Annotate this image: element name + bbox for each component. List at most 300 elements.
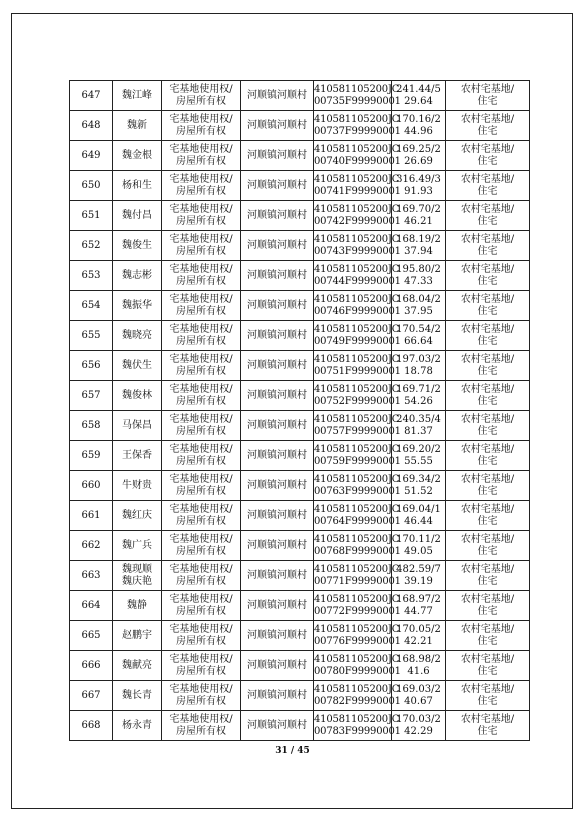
owner-name-line: 魏现顺 bbox=[122, 563, 152, 575]
area-line: 241.44/5 bbox=[396, 83, 441, 95]
land-use-line: 住宅 bbox=[477, 335, 498, 347]
table-row bbox=[70, 441, 530, 471]
owner-name-line: 马保昌 bbox=[122, 419, 152, 431]
parcel-code-line: 00746F99990001 bbox=[314, 305, 401, 317]
location-cell: 河顺镇河顺村 bbox=[241, 441, 314, 471]
right-type-line: 房屋所有权 bbox=[176, 455, 226, 467]
land-use-cell bbox=[446, 291, 530, 321]
record-number-cell: 659 bbox=[70, 441, 113, 471]
record-number-cell: 658 bbox=[70, 411, 113, 441]
area-line: 316.49/3 bbox=[396, 173, 441, 185]
table-row bbox=[70, 321, 530, 351]
parcel-code-line: 00751F99990001 bbox=[314, 365, 401, 377]
land-use-cell bbox=[446, 711, 530, 741]
area-line: 195.80/2 bbox=[396, 263, 441, 275]
record-number-cell: 648 bbox=[70, 111, 113, 141]
land-use-line: 农村宅基地/ bbox=[460, 173, 515, 185]
land-use-line: 农村宅基地/ bbox=[460, 683, 515, 695]
land-use-cell bbox=[446, 171, 530, 201]
parcel-code-line: 410581105200JC bbox=[314, 173, 400, 185]
location-cell: 河顺镇河顺村 bbox=[241, 351, 314, 381]
land-use-line: 农村宅基地/ bbox=[460, 413, 515, 425]
land-use-line: 农村宅基地/ bbox=[460, 563, 515, 575]
parcel-code-line: 00742F99990001 bbox=[314, 215, 401, 227]
area-line: 37.95 bbox=[404, 305, 433, 317]
right-type-line: 房屋所有权 bbox=[176, 185, 226, 197]
owner-name-line: 魏广兵 bbox=[122, 539, 152, 551]
area-line: 169.20/2 bbox=[396, 443, 441, 455]
area-line: 42.21 bbox=[404, 635, 433, 647]
area-line: 169.25/2 bbox=[396, 143, 441, 155]
right-type-cell bbox=[162, 531, 241, 561]
right-type-cell bbox=[162, 171, 241, 201]
table-row bbox=[70, 111, 530, 141]
parcel-code-line: 00759F99990001 bbox=[314, 455, 401, 467]
area-line: 170.05/2 bbox=[396, 623, 441, 635]
record-number-cell: 654 bbox=[70, 291, 113, 321]
area-line: 169.03/2 bbox=[396, 683, 441, 695]
parcel-code-cell bbox=[314, 141, 401, 171]
owner-name-line: 牛财贵 bbox=[122, 479, 152, 491]
area-line: 168.97/2 bbox=[396, 593, 441, 605]
parcel-code-line: 410581105200JC bbox=[314, 203, 400, 215]
land-use-cell bbox=[446, 351, 530, 381]
location-cell: 河顺镇河顺村 bbox=[241, 411, 314, 441]
land-use-cell bbox=[446, 201, 530, 231]
owner-name-line: 魏晓亮 bbox=[122, 329, 152, 341]
right-type-line: 宅基地使用权/ bbox=[169, 563, 233, 575]
owner-name-cell bbox=[113, 711, 162, 741]
right-type-cell bbox=[162, 231, 241, 261]
right-type-line: 宅基地使用权/ bbox=[169, 593, 233, 605]
table-row bbox=[70, 351, 530, 381]
table-row bbox=[70, 681, 530, 711]
parcel-code-line: 00772F99990001 bbox=[314, 605, 401, 617]
parcel-code-cell bbox=[314, 591, 401, 621]
land-use-line: 住宅 bbox=[477, 545, 498, 557]
parcel-code-line: 00740F99990001 bbox=[314, 155, 401, 167]
parcel-code-line: 00752F99990001 bbox=[314, 395, 401, 407]
land-use-line: 农村宅基地/ bbox=[460, 503, 515, 515]
area-line: 44.77 bbox=[404, 605, 433, 617]
right-type-cell bbox=[162, 291, 241, 321]
area-line: 81.37 bbox=[404, 425, 433, 437]
land-use-line: 农村宅基地/ bbox=[460, 443, 515, 455]
right-type-cell bbox=[162, 261, 241, 291]
parcel-code-line: 410581105200JC bbox=[314, 623, 400, 635]
parcel-code-cell bbox=[314, 171, 401, 201]
table-row bbox=[70, 141, 530, 171]
record-number-cell: 656 bbox=[70, 351, 113, 381]
area-line: 170.16/2 bbox=[396, 113, 441, 125]
table-row bbox=[70, 81, 530, 111]
land-use-line: 住宅 bbox=[477, 425, 498, 437]
land-use-line: 农村宅基地/ bbox=[460, 593, 515, 605]
table-row bbox=[70, 471, 530, 501]
land-use-cell bbox=[446, 261, 530, 291]
parcel-code-cell bbox=[314, 231, 401, 261]
land-use-line: 住宅 bbox=[477, 245, 498, 257]
owner-name-cell bbox=[113, 111, 162, 141]
owner-name-cell bbox=[113, 651, 162, 681]
table-row bbox=[70, 591, 530, 621]
location-cell: 河顺镇河顺村 bbox=[241, 591, 314, 621]
table-row bbox=[70, 261, 530, 291]
parcel-code-cell bbox=[314, 651, 401, 681]
table-row bbox=[70, 381, 530, 411]
land-use-line: 住宅 bbox=[477, 695, 498, 707]
parcel-code-line: 00744F99990001 bbox=[314, 275, 401, 287]
land-use-cell bbox=[446, 381, 530, 411]
parcel-code-line: 00783F99990001 bbox=[314, 725, 401, 737]
right-type-cell bbox=[162, 351, 241, 381]
location-cell: 河顺镇河顺村 bbox=[241, 621, 314, 651]
record-number-cell: 663 bbox=[70, 561, 113, 591]
area-line: 46.44 bbox=[404, 515, 433, 527]
right-type-cell bbox=[162, 441, 241, 471]
parcel-code-line: 00771F99990001 bbox=[314, 575, 401, 587]
record-number-cell: 651 bbox=[70, 201, 113, 231]
area-line: 168.98/2 bbox=[396, 653, 441, 665]
land-use-line: 农村宅基地/ bbox=[460, 473, 515, 485]
parcel-code-cell bbox=[314, 681, 401, 711]
right-type-line: 房屋所有权 bbox=[176, 545, 226, 557]
owner-name-line: 魏俊林 bbox=[122, 389, 152, 401]
owner-name-cell bbox=[113, 201, 162, 231]
record-number-cell: 661 bbox=[70, 501, 113, 531]
land-use-cell bbox=[446, 111, 530, 141]
parcel-code-line: 00776F99990001 bbox=[314, 635, 401, 647]
parcel-code-line: 410581105200JC bbox=[314, 443, 400, 455]
location-cell: 河顺镇河顺村 bbox=[241, 561, 314, 591]
record-number-cell: 667 bbox=[70, 681, 113, 711]
right-type-line: 房屋所有权 bbox=[176, 695, 226, 707]
record-number-cell: 649 bbox=[70, 141, 113, 171]
parcel-code-cell bbox=[314, 471, 401, 501]
land-use-line: 住宅 bbox=[477, 725, 498, 737]
area-line: 41.6 bbox=[407, 665, 430, 677]
parcel-code-line: 00763F99990001 bbox=[314, 485, 401, 497]
record-number-cell: 657 bbox=[70, 381, 113, 411]
parcel-code-cell bbox=[314, 501, 401, 531]
right-type-line: 房屋所有权 bbox=[176, 305, 226, 317]
area-line: 168.04/2 bbox=[396, 293, 441, 305]
parcel-code-cell bbox=[314, 561, 401, 591]
table-row bbox=[70, 291, 530, 321]
record-number-cell: 650 bbox=[70, 171, 113, 201]
location-cell: 河顺镇河顺村 bbox=[241, 711, 314, 741]
right-type-line: 房屋所有权 bbox=[176, 155, 226, 167]
right-type-cell bbox=[162, 111, 241, 141]
owner-name-cell bbox=[113, 531, 162, 561]
parcel-code-line: 410581105200JC bbox=[314, 563, 400, 575]
land-use-line: 农村宅基地/ bbox=[460, 653, 515, 665]
right-type-line: 宅基地使用权/ bbox=[169, 233, 233, 245]
right-type-cell bbox=[162, 501, 241, 531]
owner-name-cell bbox=[113, 471, 162, 501]
owner-name-cell bbox=[113, 561, 162, 591]
owner-name-line: 魏伏生 bbox=[122, 359, 152, 371]
parcel-code-cell bbox=[314, 111, 401, 141]
land-use-cell bbox=[446, 621, 530, 651]
right-type-line: 宅基地使用权/ bbox=[169, 413, 233, 425]
owner-name-line: 杨永青 bbox=[122, 719, 152, 731]
parcel-code-line: 410581105200JC bbox=[314, 503, 400, 515]
parcel-code-line: 00737F99990001 bbox=[314, 125, 401, 137]
location-cell: 河顺镇河顺村 bbox=[241, 111, 314, 141]
record-number-cell: 665 bbox=[70, 621, 113, 651]
land-use-line: 住宅 bbox=[477, 275, 498, 287]
land-use-line: 住宅 bbox=[477, 665, 498, 677]
right-type-line: 房屋所有权 bbox=[176, 575, 226, 587]
land-use-cell bbox=[446, 561, 530, 591]
right-type-line: 宅基地使用权/ bbox=[169, 113, 233, 125]
owner-name-cell bbox=[113, 621, 162, 651]
land-use-cell bbox=[446, 81, 530, 111]
owner-name-line: 魏献亮 bbox=[122, 659, 152, 671]
parcel-code-cell bbox=[314, 261, 401, 291]
record-number-cell: 660 bbox=[70, 471, 113, 501]
land-use-line: 农村宅基地/ bbox=[460, 383, 515, 395]
parcel-code-line: 00741F99990001 bbox=[314, 185, 401, 197]
owner-name-line: 魏金根 bbox=[122, 149, 152, 161]
parcel-code-line: 410581105200JC bbox=[314, 473, 400, 485]
right-type-line: 房屋所有权 bbox=[176, 485, 226, 497]
location-cell: 河顺镇河顺村 bbox=[241, 171, 314, 201]
right-type-line: 宅基地使用权/ bbox=[169, 683, 233, 695]
parcel-code-line: 410581105200JC bbox=[314, 113, 400, 125]
area-line: 39.19 bbox=[404, 575, 433, 587]
location-cell: 河顺镇河顺村 bbox=[241, 291, 314, 321]
owner-name-cell bbox=[113, 441, 162, 471]
parcel-code-cell bbox=[314, 81, 401, 111]
area-line: 54.26 bbox=[404, 395, 433, 407]
table-body bbox=[70, 81, 530, 741]
area-line: 170.11/2 bbox=[396, 533, 441, 545]
right-type-line: 房屋所有权 bbox=[176, 125, 226, 137]
right-type-line: 宅基地使用权/ bbox=[169, 293, 233, 305]
area-line: 482.59/7 bbox=[396, 563, 441, 575]
area-line: 91.93 bbox=[404, 185, 433, 197]
area-line: 66.64 bbox=[404, 335, 433, 347]
parcel-code-line: 410581105200JC bbox=[314, 263, 400, 275]
owner-name-cell bbox=[113, 291, 162, 321]
right-type-line: 房屋所有权 bbox=[176, 365, 226, 377]
land-use-line: 农村宅基地/ bbox=[460, 263, 515, 275]
right-type-line: 房屋所有权 bbox=[176, 725, 226, 737]
right-type-cell bbox=[162, 81, 241, 111]
parcel-code-line: 00780F99990001 bbox=[314, 665, 401, 677]
table-row bbox=[70, 171, 530, 201]
record-number-cell: 647 bbox=[70, 81, 113, 111]
parcel-code-line: 00743F99990001 bbox=[314, 245, 401, 257]
record-number-cell: 662 bbox=[70, 531, 113, 561]
right-type-line: 房屋所有权 bbox=[176, 395, 226, 407]
location-cell: 河顺镇河顺村 bbox=[241, 501, 314, 531]
location-cell: 河顺镇河顺村 bbox=[241, 81, 314, 111]
parcel-code-line: 410581105200JC bbox=[314, 653, 400, 665]
owner-name-cell bbox=[113, 141, 162, 171]
right-type-line: 房屋所有权 bbox=[176, 95, 226, 107]
land-use-line: 住宅 bbox=[477, 125, 498, 137]
land-use-line: 农村宅基地/ bbox=[460, 533, 515, 545]
area-line: 170.54/2 bbox=[396, 323, 441, 335]
right-type-line: 宅基地使用权/ bbox=[169, 533, 233, 545]
land-use-line: 农村宅基地/ bbox=[460, 353, 515, 365]
table-row bbox=[70, 231, 530, 261]
right-type-line: 房屋所有权 bbox=[176, 245, 226, 257]
location-cell: 河顺镇河顺村 bbox=[241, 321, 314, 351]
land-use-cell bbox=[446, 411, 530, 441]
owner-name-line: 魏静 bbox=[127, 599, 147, 611]
location-cell: 河顺镇河顺村 bbox=[241, 141, 314, 171]
right-type-cell bbox=[162, 141, 241, 171]
parcel-code-line: 410581105200JC bbox=[314, 413, 400, 425]
area-line: 51.52 bbox=[404, 485, 433, 497]
right-type-line: 宅基地使用权/ bbox=[169, 173, 233, 185]
location-cell: 河顺镇河顺村 bbox=[241, 201, 314, 231]
right-type-cell bbox=[162, 711, 241, 741]
land-use-line: 住宅 bbox=[477, 605, 498, 617]
owner-name-line: 魏江峰 bbox=[122, 89, 152, 101]
land-use-cell bbox=[446, 681, 530, 711]
location-cell: 河顺镇河顺村 bbox=[241, 471, 314, 501]
area-line: 55.55 bbox=[404, 455, 433, 467]
property-register-table bbox=[69, 80, 530, 741]
parcel-code-line: 00782F99990001 bbox=[314, 695, 401, 707]
area-line: 168.19/2 bbox=[396, 233, 441, 245]
land-use-line: 农村宅基地/ bbox=[460, 83, 515, 95]
right-type-line: 房屋所有权 bbox=[176, 635, 226, 647]
area-line: 169.34/2 bbox=[396, 473, 441, 485]
table-row bbox=[70, 711, 530, 741]
parcel-code-line: 00749F99990001 bbox=[314, 335, 401, 347]
owner-name-cell bbox=[113, 171, 162, 201]
owner-name-cell bbox=[113, 381, 162, 411]
owner-name-line: 魏新 bbox=[127, 119, 147, 131]
parcel-code-line: 410581105200JC bbox=[314, 383, 400, 395]
land-use-cell bbox=[446, 441, 530, 471]
parcel-code-line: 00768F99990001 bbox=[314, 545, 401, 557]
land-use-line: 农村宅基地/ bbox=[460, 293, 515, 305]
owner-name-line: 魏庆艳 bbox=[122, 575, 152, 587]
land-use-cell bbox=[446, 321, 530, 351]
land-use-line: 农村宅基地/ bbox=[460, 143, 515, 155]
page-number: 31 / 45 bbox=[275, 746, 310, 756]
right-type-line: 宅基地使用权/ bbox=[169, 383, 233, 395]
land-use-line: 住宅 bbox=[477, 575, 498, 587]
land-use-line: 住宅 bbox=[477, 95, 498, 107]
area-line: 29.64 bbox=[404, 95, 433, 107]
right-type-cell bbox=[162, 621, 241, 651]
record-number-cell: 668 bbox=[70, 711, 113, 741]
area-line: 169.71/2 bbox=[396, 383, 441, 395]
area-line: 240.35/4 bbox=[396, 413, 441, 425]
parcel-code-line: 410581105200JC bbox=[314, 353, 400, 365]
right-type-line: 房屋所有权 bbox=[176, 665, 226, 677]
area-line: 169.70/2 bbox=[396, 203, 441, 215]
record-number-cell: 666 bbox=[70, 651, 113, 681]
table-row bbox=[70, 531, 530, 561]
table-row bbox=[70, 501, 530, 531]
parcel-code-cell bbox=[314, 321, 401, 351]
owner-name-line: 杨和生 bbox=[122, 179, 152, 191]
parcel-code-line: 410581105200JC bbox=[314, 323, 400, 335]
land-use-line: 农村宅基地/ bbox=[460, 623, 515, 635]
owner-name-line: 魏红庆 bbox=[122, 509, 152, 521]
right-type-cell bbox=[162, 561, 241, 591]
owner-name-line: 魏付昌 bbox=[122, 209, 152, 221]
right-type-line: 房屋所有权 bbox=[176, 215, 226, 227]
parcel-code-cell bbox=[314, 201, 401, 231]
parcel-code-cell bbox=[314, 291, 401, 321]
area-line: 37.94 bbox=[404, 245, 433, 257]
area-line: 49.05 bbox=[404, 545, 433, 557]
owner-name-line: 魏俊生 bbox=[122, 239, 152, 251]
land-use-line: 农村宅基地/ bbox=[460, 713, 515, 725]
parcel-code-line: 410581105200JC bbox=[314, 533, 400, 545]
area-line: 197.03/2 bbox=[396, 353, 441, 365]
land-use-cell bbox=[446, 231, 530, 261]
parcel-code-line: 00735F99990001 bbox=[314, 95, 401, 107]
right-type-line: 房屋所有权 bbox=[176, 335, 226, 347]
right-type-cell bbox=[162, 381, 241, 411]
owner-name-cell bbox=[113, 411, 162, 441]
owner-name-cell bbox=[113, 261, 162, 291]
owner-name-cell bbox=[113, 321, 162, 351]
land-use-line: 住宅 bbox=[477, 305, 498, 317]
parcel-code-cell bbox=[314, 621, 401, 651]
parcel-code-cell bbox=[314, 351, 401, 381]
owner-name-cell bbox=[113, 501, 162, 531]
right-type-line: 房屋所有权 bbox=[176, 605, 226, 617]
record-number-cell: 655 bbox=[70, 321, 113, 351]
location-cell: 河顺镇河顺村 bbox=[241, 381, 314, 411]
parcel-code-cell bbox=[314, 711, 401, 741]
land-use-line: 农村宅基地/ bbox=[460, 233, 515, 245]
area-line: 18.78 bbox=[404, 365, 433, 377]
right-type-line: 宅基地使用权/ bbox=[169, 503, 233, 515]
land-use-line: 农村宅基地/ bbox=[460, 113, 515, 125]
land-use-cell bbox=[446, 501, 530, 531]
land-use-cell bbox=[446, 651, 530, 681]
parcel-code-line: 410581105200JC bbox=[314, 83, 400, 95]
parcel-code-cell bbox=[314, 381, 401, 411]
land-use-line: 住宅 bbox=[477, 485, 498, 497]
record-number-cell: 652 bbox=[70, 231, 113, 261]
area-line: 47.33 bbox=[404, 275, 433, 287]
parcel-code-cell bbox=[314, 411, 401, 441]
right-type-line: 宅基地使用权/ bbox=[169, 143, 233, 155]
right-type-line: 房屋所有权 bbox=[176, 515, 226, 527]
parcel-code-line: 410581105200JC bbox=[314, 233, 400, 245]
parcel-code-line: 410581105200JC bbox=[314, 593, 400, 605]
area-line: 170.03/2 bbox=[396, 713, 441, 725]
right-type-cell bbox=[162, 321, 241, 351]
land-use-cell bbox=[446, 591, 530, 621]
right-type-line: 宅基地使用权/ bbox=[169, 443, 233, 455]
area-line: 26.69 bbox=[404, 155, 433, 167]
right-type-line: 宅基地使用权/ bbox=[169, 323, 233, 335]
owner-name-cell bbox=[113, 591, 162, 621]
parcel-code-line: 410581105200JC bbox=[314, 293, 400, 305]
owner-name-cell bbox=[113, 681, 162, 711]
right-type-line: 宅基地使用权/ bbox=[169, 83, 233, 95]
land-use-line: 住宅 bbox=[477, 635, 498, 647]
right-type-line: 宅基地使用权/ bbox=[169, 713, 233, 725]
parcel-code-line: 410581105200JC bbox=[314, 683, 400, 695]
right-type-cell bbox=[162, 651, 241, 681]
